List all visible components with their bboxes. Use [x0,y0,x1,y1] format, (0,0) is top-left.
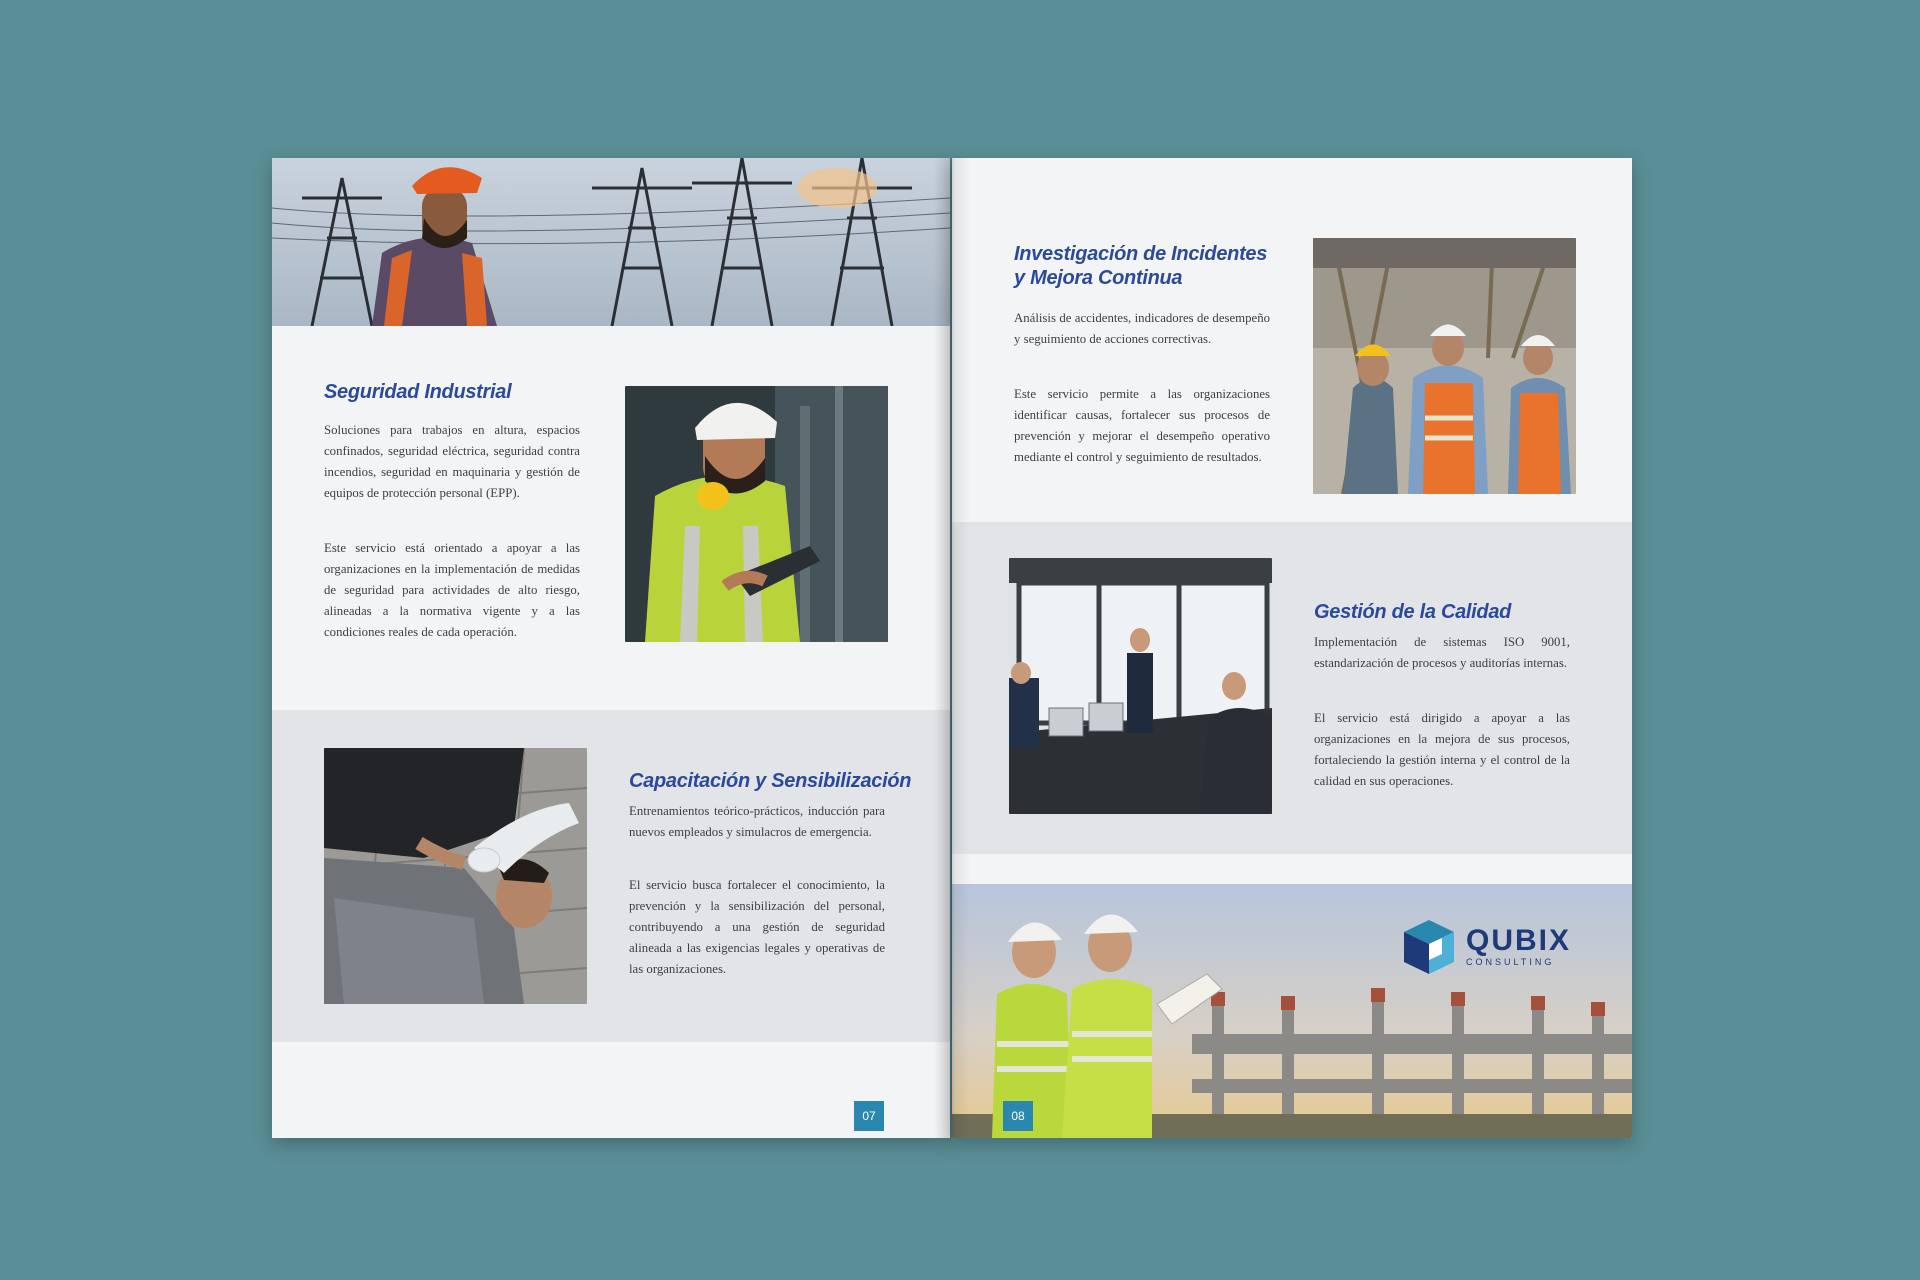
photo-site-inspection [1313,238,1576,494]
investigacion-paragraph-1: Análisis de accidentes, indicadores de desempeño y seguimiento de acciones correctivas. [1014,311,1270,346]
calidad-paragraph-1: Implementación de sistemas ISO 9001, estandarización de procesos y auditorías internas. [1314,635,1570,670]
photo-business-meeting [1009,558,1272,814]
logo-subtitle: CONSULTING [1466,957,1555,967]
qubix-logo [1402,918,1571,976]
photo-worker-with-tablet [625,386,888,642]
seguridad-industrial-paragraph-1: Soluciones para trabajos en altura, espacios confinados, seguridad eléctrica, seguridad contra incendios, seguridad en maquinaria y gestión de equipos de protección personal (EPP). [324,423,580,500]
investigacion-paragraph-2: Este servicio permite a las organizaciones identificar causas, fortalecer sus procesos de prevención y mejorar el desempeño operativo mediante el control y seguimiento de resultados. [1014,387,1270,464]
brochure-spread [272,158,1632,1138]
page-number-right: 08 [1003,1101,1033,1131]
calidad-paragraph-2: El servicio está dirigido a apoyar a las organizaciones en la mejora de sus procesos, fortaleciendo la gestión interna y el control de la calidad en sus operaciones. [1314,711,1570,788]
seguridad-industrial-title: Seguridad Industrial [324,381,512,403]
investigacion-title-line-1: Investigación de Incidentes [1014,243,1268,265]
logo-brand-name: QUBIX [1466,924,1572,957]
capacitacion-title: Capacitación y Sensibilización [629,770,912,792]
cube-logo-icon [1402,918,1456,976]
calidad-title: Gestión de la Calidad [1314,601,1512,623]
page-right [952,158,1632,1138]
page-left [272,158,950,1138]
seguridad-industrial-paragraph-2: Este servicio está orientado a apoyar a las organizaciones en la implementación de medidas de seguridad para actividades de alto riesgo, alineadas a la normativa vigente y a las condiciones reales de cada operación. [324,541,580,639]
investigacion-title [1014,242,1274,290]
banner-photo-power-lines [272,158,950,326]
capacitacion-paragraph-1: Entrenamientos teórico-prácticos, inducción para nuevos empleados y simulacros de emergencia. [629,804,885,839]
page-number-left: 07 [854,1101,884,1131]
photo-first-aid-training [324,748,587,1004]
capacitacion-paragraph-2: El servicio busca fortalecer el conocimiento, la prevención y la sensibilización del personal, contribuyendo a una gestión de seguridad alineada a las exigencias legales y operativas de las organizaciones. [629,878,885,976]
investigacion-title-line-2: y Mejora Continua [1014,267,1183,289]
